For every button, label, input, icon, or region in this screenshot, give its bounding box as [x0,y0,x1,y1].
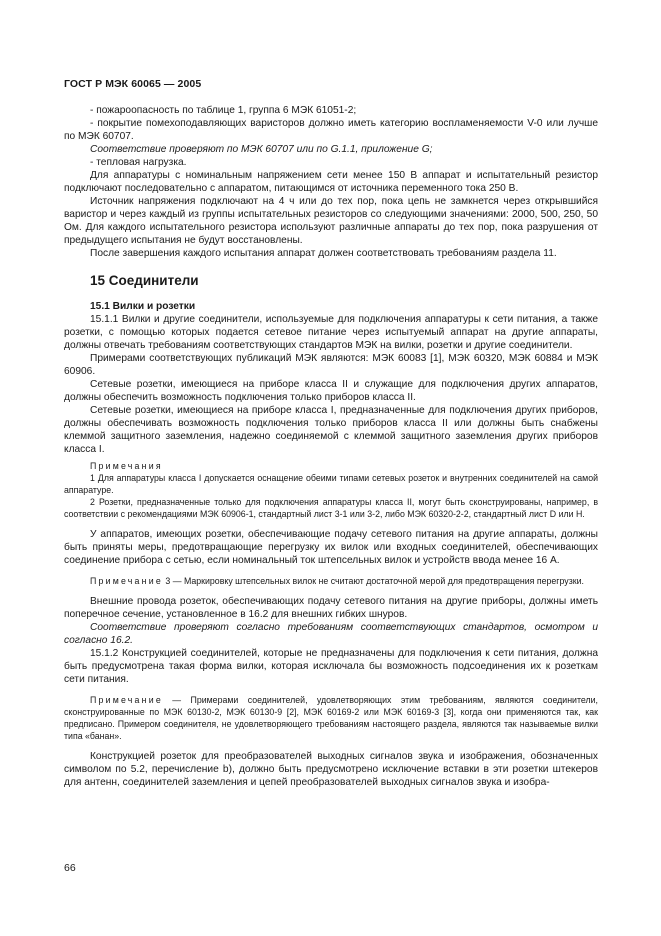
paragraph: 15.1.2 Конструкцией соединителей, которые не предназначены для подключения к сети питания, должна быть предусмотрена такая форма вилки, которая исключала бы возможность подсоединения их к розеткам сети питания. [64,648,598,685]
paragraph: Внешние провода розеток, обеспечивающих подачу сетевого питания на другие приборы, должны иметь поперечное сечение, установленное в 16.2 для внешних гибких шнуров. [64,596,598,620]
notes-label-text: Примечания [90,461,163,471]
note: 1 Для аппаратуры класса I допускается оснащение обеими типами сетевых розеток и внутренних соединителей на самой аппаратуре. [64,473,598,495]
conformity-paragraph: Соответствие проверяют по МЭК 60707 или по G.1.1, приложение G; [90,144,433,155]
paragraph: Конструкцией розеток для преобразователей выходных сигналов звука и изображения, обозначенных символом по 5.2, перечисление b), должно быть предусмотрено исключение вставки в эти розетки штекеров для антенн, соединителей заземления и цепей преобразователей выходных сигналов звука и изобра- [64,751,598,788]
note-label: Примечание [90,695,163,705]
paragraph: 15.1.1 Вилки и другие соединители, используемые для подключения аппаратуры к сети питания, а также розетки, с помощью которых подается сетевое питание через испытуемый аппарат на другие аппараты, должны отвечать требованиям соответствующих стандартов МЭК на вилки, розетки и другие соединители. [64,314,598,351]
page-content [64,104,598,789]
paragraph: - покрытие помехоподавляющих варисторов должно иметь категорию воспламеняемости V-0 или лучше по МЭК 60707. [64,118,598,142]
note-text: — Примерами соединителей, удовлетворяющих этим требованиям, являются соединители, сконструированные по МЭК 60130-2, МЭК 60130-9 [2], МЭК 60169-2 или МЭК 60169-3 [3], когда они применяются так, как предписано. Примером соединителя, не удовлетворяющего требованиям настоящего раздела, являются так называемые вилки типа «банан». [64,695,598,741]
page-header: ГОСТ Р МЭК 60065 — 2005 [64,78,202,90]
paragraph: Для аппаратуры с номинальным напряжением сети менее 150 В аппарат и испытательный резистор подключают последовательно с аппаратом, питающимся от источника переменного тока 250 В. [64,170,598,194]
note-label: Примечание [90,576,163,586]
paragraph: Источник напряжения подключают на 4 ч или до тех пор, пока цепь не замкнется через открывшийся варистор и через каждый из группы испытательных резисторов со следующими значениями: 2000, 500, 250, 50 Ом. Для каждого испытательного резистора используют различные аппараты до тех пор, пока разрушения от предыдущего испытания не будут восстановлены. [64,196,598,246]
paragraph: Сетевые розетки, имеющиеся на приборе класса I, предназначенные для подключения других приборов, должны обеспечивать возможность подключения только приборов класса II или должны быть снабжены клеммой защитного заземления, надежно соединяемой с клеммой защитного заземления других приборов класса I. [64,405,598,455]
section-heading: 15 Соединители [90,273,199,288]
subsection-heading: 15.1 Вилки и розетки [90,301,196,312]
note [64,694,598,742]
page-number: 66 [64,862,76,874]
note-text: 3 — Маркировку штепсельных вилок не считают достаточной мерой для предотвращения перегрузки. [162,576,584,586]
paragraph: Примерами соответствующих публикаций МЭК являются: МЭК 60083 [1], МЭК 60320, МЭК 60884 и МЭК 60906. [64,353,598,377]
paragraph: - пожароопасность по таблице 1, группа 6 МЭК 61051-2; [90,105,357,116]
notes-label [64,460,598,472]
paragraph: У аппаратов, имеющих розетки, обеспечивающие подачу сетевого питания на другие аппараты, должны быть приняты меры, предотвращающие перегрузку их вилок или входных соединителей, обеспечивающих соединение прибора с сетью, если номинальный ток штепсельных вилок и устройств ввода менее 16 А. [64,529,598,566]
note [64,575,598,587]
paragraph: Сетевые розетки, имеющиеся на приборе класса II и служащие для подключения других аппаратов, должны обеспечить возможность подключения только приборов класса II. [64,379,598,403]
paragraph: После завершения каждого испытания аппарат должен соответствовать требованиям раздела 11. [90,248,557,259]
note: 2 Розетки, предназначенные только для подключения аппаратуры класса II, могут быть сконструированы, например, в соответствии с рекомендациями МЭК 60906-1, стандартный лист 3-1 или 3-2, либо МЭК 60320-2-2, стандартный лист D или H. [64,497,598,519]
paragraph: - тепловая нагрузка. [90,157,187,168]
conformity-paragraph: Соответствие проверяют согласно требованиям соответствующих стандартов, осмотром и согласно 16.2. [64,622,598,646]
